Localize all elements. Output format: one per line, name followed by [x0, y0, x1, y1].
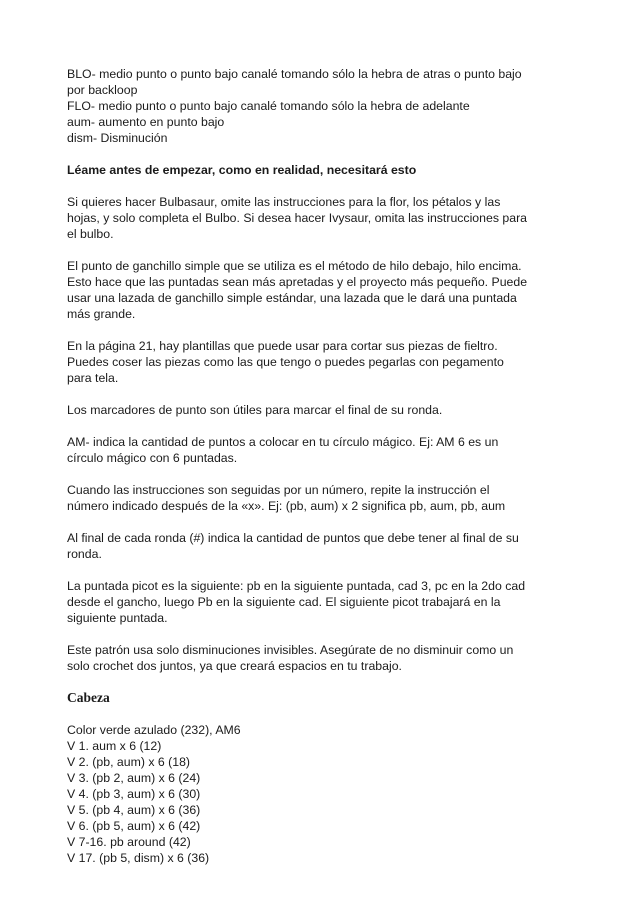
- abbreviation-line: aum- aumento en punto bajo: [67, 115, 225, 129]
- round-line: V 1. aum x 6 (12): [67, 739, 162, 753]
- round-line: V 6. (pb 5, aum) x 6 (42): [67, 819, 201, 833]
- round-line: V 17. (pb 5, dism) x 6 (36): [67, 851, 210, 865]
- paragraph: En la página 21, hay plantillas que puede usar para cortar sus piezas de fieltro. Puedes coser las piezas como las que tengo o puedes pegarlas con pegamento para tela.: [67, 339, 504, 385]
- paragraph: Este patrón usa solo disminuciones invisibles. Asegúrate de no disminuir como un solo crochet dos juntos, ya que creará espacios en tu trabajo.: [67, 643, 514, 673]
- round-line: V 4. (pb 3, aum) x 6 (30): [67, 787, 201, 801]
- abbreviation-line: por backloop: [67, 83, 138, 97]
- round-line: V 3. (pb 2, aum) x 6 (24): [67, 771, 201, 785]
- abbreviations-block: [67, 66, 601, 146]
- paragraph: AM- indica la cantidad de puntos a colocar en tu círculo mágico. Ej: AM 6 es un círculo mágico con 6 puntadas.: [67, 435, 499, 465]
- paragraph: Los marcadores de punto son útiles para marcar el final de su ronda.: [67, 403, 443, 417]
- round-line: V 2. (pb, aum) x 6 (18): [67, 755, 191, 769]
- paragraph: Si quieres hacer Bulbasaur, omite las instrucciones para la flor, los pétalos y las hojas, y solo completa el Bulbo. Si desea hacer Ivysaur, omita las instrucciones para el bulbo.: [67, 195, 528, 241]
- paragraph: Al final de cada ronda (#) indica la cantidad de puntos que debe tener al final de su ronda.: [67, 531, 519, 561]
- paragraph: Cuando las instrucciones son seguidas por un número, repite la instrucción el número indicado después de la «x». Ej: (pb, aum) x 2 significa pb, aum, pb, aum: [67, 483, 506, 513]
- section-heading: Cabeza: [67, 690, 110, 705]
- abbreviation-line: FLO- medio punto o punto bajo canalé tomando sólo la hebra de adelante: [67, 99, 470, 113]
- read-me-heading: Léame antes de empezar, como en realidad, necesitará esto: [67, 163, 417, 177]
- round-line: V 7-16. pb around (42): [67, 835, 191, 849]
- rounds-list: [67, 722, 601, 866]
- round-line: V 5. (pb 4, aum) x 6 (36): [67, 803, 201, 817]
- paragraph: La puntada picot es la siguiente: pb en la siguiente puntada, cad 3, pc en la 2do cad desde el gancho, luego Pb en la siguiente cad. El siguiente picot trabajará en la siguiente puntada.: [67, 579, 526, 625]
- round-line: Color verde azulado (232), AM6: [67, 723, 241, 737]
- abbreviation-line: BLO- medio punto o punto bajo canalé tomando sólo la hebra de atras o punto bajo: [67, 67, 522, 81]
- abbreviation-line: dism- Disminución: [67, 131, 168, 145]
- paragraph: El punto de ganchillo simple que se utiliza es el método de hilo debajo, hilo encima. Esto hace que las puntadas sean más apretadas y el proyecto más pequeño. Puede usar una lazada de ganchillo simple estándar, una lazada que le dará una puntada más grande.: [67, 259, 528, 321]
